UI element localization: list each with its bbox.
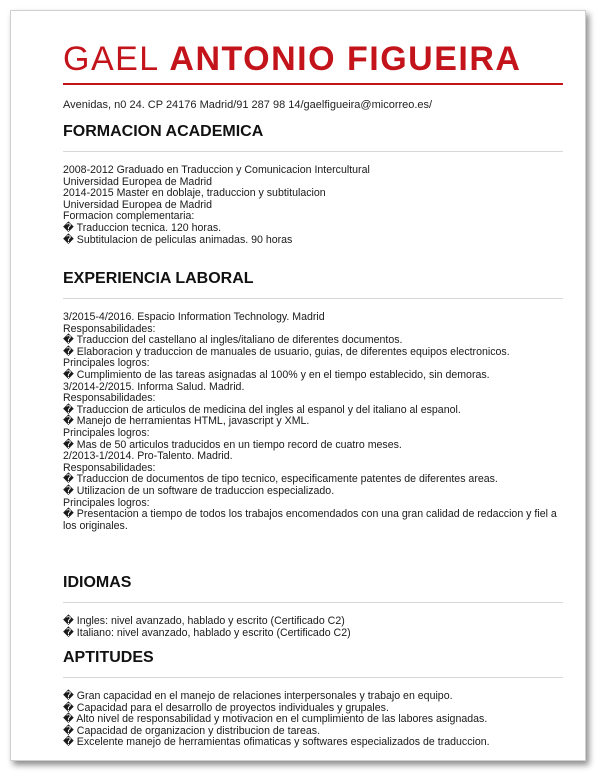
section-idiomas bbox=[63, 574, 563, 639]
bullet-item: � Gran capacidad en el manejo de relaciones interpersonales y trabajo en equipo. bbox=[63, 690, 453, 702]
section-divider bbox=[63, 602, 563, 603]
bullet-item: � Cumplimiento de las tareas asignadas al 100% y en el tiempo establecido, sin demoras. bbox=[63, 368, 490, 381]
text-line: 2008-2012 Graduado en Traduccion y Comunicacion Intercultural bbox=[63, 164, 370, 176]
bullet-item: � Italiano: nivel avanzado, hablado y escrito (Certificado C2) bbox=[63, 626, 351, 639]
section-divider bbox=[63, 151, 563, 152]
job-title: 3/2015-4/2016. Espacio Information Technology. Madrid bbox=[63, 311, 325, 323]
text-line: Principales logros: bbox=[63, 357, 150, 370]
text-line: Responsabilidades: bbox=[63, 322, 156, 335]
job-title: 2/2013-1/2014. Pro-Talento. Madrid. bbox=[63, 450, 233, 463]
text-line: Responsabilidades: bbox=[63, 392, 156, 405]
text-line: Formacion complementaria: bbox=[63, 210, 195, 223]
section-body bbox=[63, 165, 563, 246]
job-title: 3/2014-2/2015. Informa Salud. Madrid. bbox=[63, 380, 245, 393]
section-aptitudes bbox=[63, 649, 563, 749]
bullet-item: � Traduccion de articulos de medicina del ingles al espanol y del italiano al espanol. bbox=[63, 403, 461, 416]
bullet-item: � Manejo de herramientas HTML, javascript y XML. bbox=[63, 415, 310, 428]
header-divider bbox=[63, 83, 563, 85]
contact-line: Avenidas, n0 24. CP 24176 Madrid/91 287 98 14/gaelfigueira@micorreo.es/ bbox=[63, 99, 433, 111]
candidate-name bbox=[63, 39, 521, 79]
bullet-item: � Subtitulacion de peliculas animadas. 90 horas bbox=[63, 233, 293, 246]
text-line: Universidad Europea de Madrid bbox=[63, 175, 212, 188]
text-line: Principales logros: bbox=[63, 496, 150, 509]
bullet-item: � Utilizacion de un software de traduccion especializado. bbox=[63, 484, 335, 497]
bullet-item: � Presentacion a tiempo de todos los trabajos encomendados con una gran calidad de redaccion y fiel a los originales. bbox=[63, 508, 557, 532]
section-title: EXPERIENCIA LABORAL bbox=[63, 270, 254, 287]
first-name: GAEL bbox=[63, 40, 159, 78]
bullet-item: � Traduccion del castellano al ingles/italiano de diferentes documentos. bbox=[63, 334, 403, 347]
last-name: ANTONIO FIGUEIRA bbox=[169, 40, 522, 78]
section-body bbox=[63, 616, 563, 639]
bullet-item: � Capacidad para el desarrollo de proyectos individuales y grupales. bbox=[63, 701, 389, 714]
section-divider bbox=[63, 677, 563, 678]
section-experiencia bbox=[63, 270, 563, 532]
bullet-item: � Traduccion de documentos de tipo tecnico, especificamente patentes de diferentes areas. bbox=[63, 473, 498, 486]
section-formacion bbox=[63, 123, 563, 246]
bullet-item: � Excelente manejo de herramientas ofimaticas y softwares especializados de traduccion. bbox=[63, 736, 490, 749]
bullet-item: � Capacidad de organizacion y distribucion de tareas. bbox=[63, 724, 321, 737]
bullet-item: � Alto nivel de responsabilidad y motivacion en el cumplimiento de las labores asignadas. bbox=[63, 713, 488, 726]
section-title: APTITUDES bbox=[63, 649, 154, 666]
text-line: 2014-2015 Master en doblaje, traduccion y subtitulacion bbox=[63, 187, 326, 200]
bullet-item: � Traduccion tecnica. 120 horas. bbox=[63, 221, 222, 234]
text-line: Principales logros: bbox=[63, 426, 150, 439]
section-body bbox=[63, 312, 563, 532]
section-divider bbox=[63, 298, 563, 299]
section-title: IDIOMAS bbox=[63, 574, 132, 591]
bullet-item: � Elaboracion y traduccion de manuales de usuario, guias, de diferentes equipos electronicos. bbox=[63, 345, 510, 358]
bullet-item: � Mas de 50 articulos traducidos en un tiempo record de cuatro meses. bbox=[63, 438, 402, 451]
bullet-item: � Ingles: nivel avanzado, hablado y escrito (Certificado C2) bbox=[63, 615, 345, 627]
section-title: FORMACION ACADEMICA bbox=[63, 123, 264, 140]
text-line: Universidad Europea de Madrid bbox=[63, 198, 212, 211]
resume-page bbox=[10, 10, 586, 761]
section-body bbox=[63, 691, 563, 749]
text-line: Responsabilidades: bbox=[63, 461, 156, 474]
